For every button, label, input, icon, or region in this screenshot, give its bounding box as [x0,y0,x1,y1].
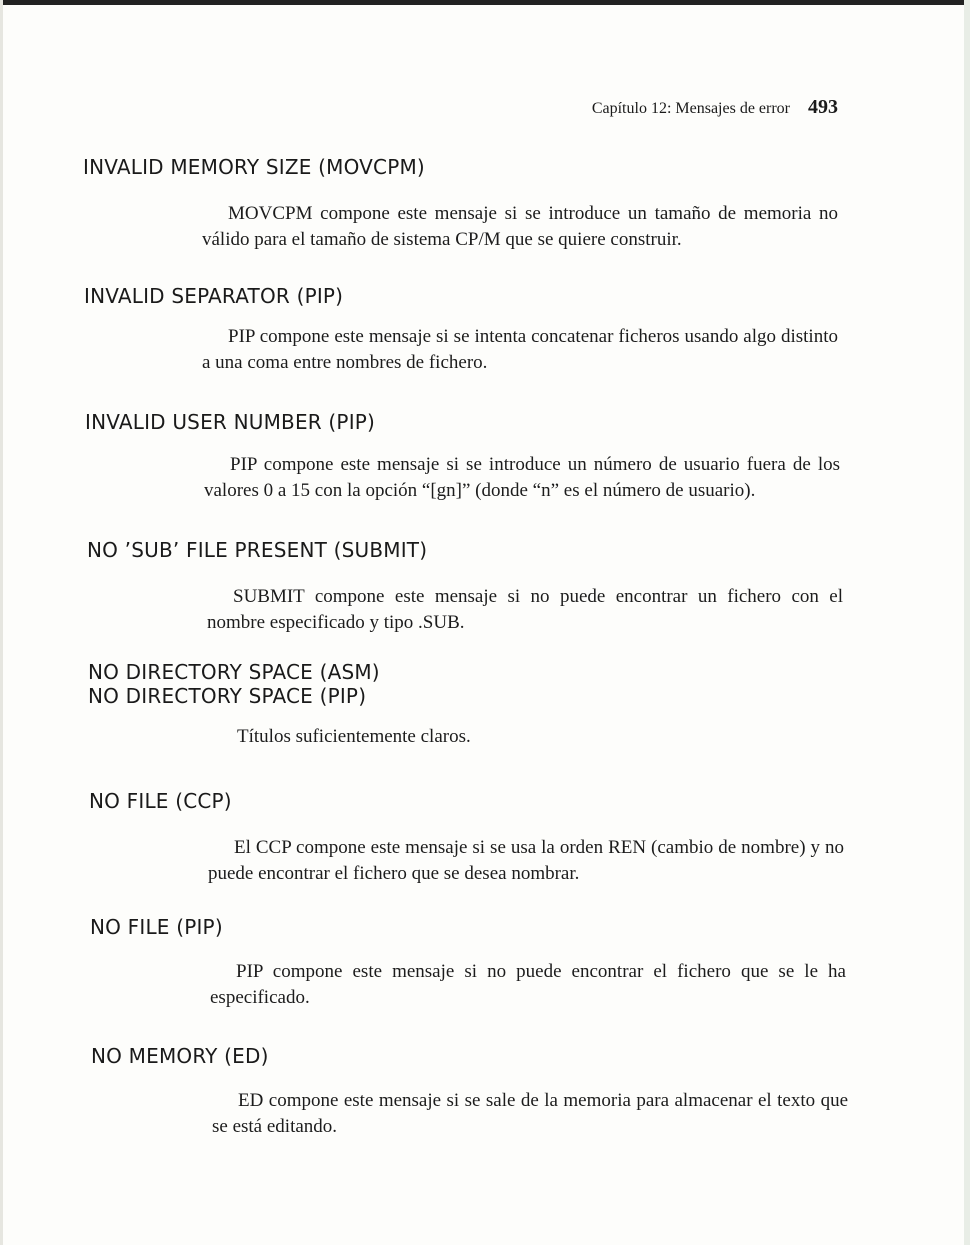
chapter-title: Capítulo 12: Mensajes de error [591,100,790,117]
error-title: NO ’SUB’ FILE PRESENT (SUBMIT) [87,538,428,562]
error-title: INVALID SEPARATOR (PIP) [84,284,344,308]
error-description: ED compone este mensaje si se sale de la memoria para almacenar el texto que se está editando. [212,1090,848,1137]
error-title: INVALID MEMORY SIZE (MOVCPM) [83,155,425,179]
error-description: El CCP compone este mensaje si se usa la orden REN (cambio de nombre) y no puede encontrar el fichero que se desea nombrar. [208,837,844,884]
error-title: NO DIRECTORY SPACE (ASM) [88,660,380,684]
error-description: PIP compone este mensaje si se introduce un número de usuario fuera de los valores 0 a 15 con la opción “[gn]” (donde “n” es el número de usuario). [204,454,840,501]
error-description: MOVCPM compone este mensaje si se introduce un tamaño de memoria no válido para el tamaño de sistema CP/M que se quiere construir. [202,203,838,250]
error-entry [0,410,970,504]
error-title: NO DIRECTORY SPACE (PIP) [88,684,367,708]
page-number: 493 [808,96,838,118]
error-description: Títulos suficientemente claros. [237,726,471,747]
running-header [592,96,838,119]
error-title: NO MEMORY (ED) [91,1044,269,1068]
error-description: SUBMIT compone este mensaje si no puede encontrar un fichero con el nombre especificado y tipo .SUB. [207,586,843,633]
error-entry [0,538,970,636]
error-title: INVALID USER NUMBER (PIP) [85,410,376,434]
error-entry [0,1044,970,1140]
error-title: NO FILE (PIP) [90,915,223,939]
error-description: PIP compone este mensaje si se intenta concatenar ficheros usando algo distinto a una coma entre nombres de fichero. [202,326,838,373]
error-entry [0,284,970,376]
error-title: NO FILE (CCP) [89,789,232,813]
error-description: PIP compone este mensaje si no puede encontrar el fichero que se le ha especificado. [210,961,846,1008]
page-top-edge [0,0,970,5]
error-entry [0,789,970,887]
error-entry [0,155,970,253]
error-entry [0,915,970,1011]
error-entry [0,660,970,750]
